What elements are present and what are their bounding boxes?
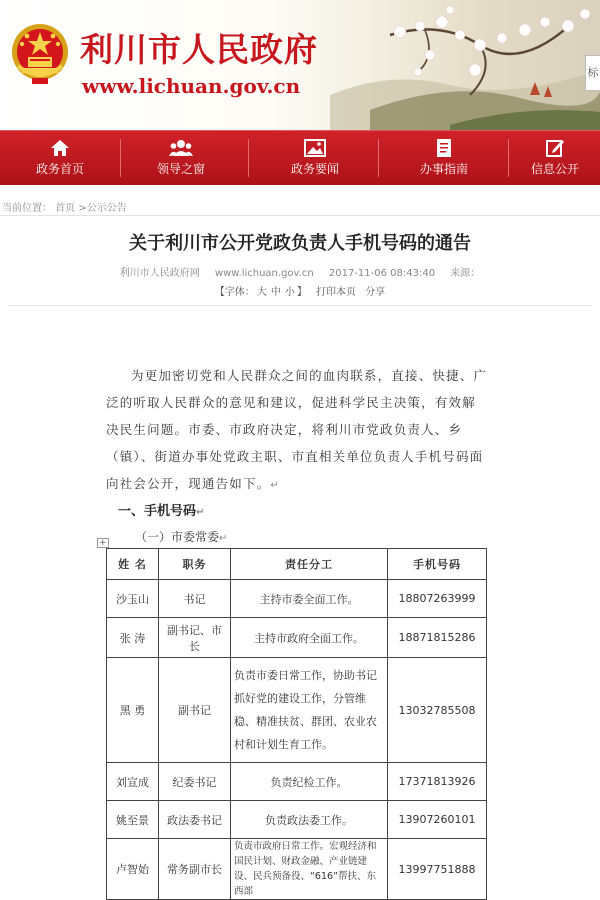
table-row <box>107 763 487 801</box>
duty-cell: 主持市政府全面工作。 <box>231 618 388 658</box>
table-row <box>107 580 487 618</box>
side-tab[interactable]: 标 <box>585 55 600 91</box>
page-title: 关于利川市公开党政负责人手机号码的通告 <box>129 233 471 254</box>
table-row <box>107 618 487 658</box>
table-row <box>107 801 487 839</box>
font-medium-button[interactable]: 中 <box>270 287 281 298</box>
phone-cell: 18807263999 <box>388 580 487 618</box>
nav-item-news[interactable] <box>255 131 375 185</box>
table-row <box>107 839 487 900</box>
breadcrumb <box>2 199 127 214</box>
font-size-label: 【字体： <box>214 287 255 298</box>
article-tools <box>0 283 600 298</box>
edit-icon <box>545 138 565 158</box>
nav-item-info[interactable] <box>510 131 600 185</box>
font-small-button[interactable]: 小 <box>284 287 295 298</box>
article-paragraph: 为更加密切党和人民群众之间的血肉联系，直接、快捷、广泛的听取人民群众的意见和建议，促进科学民主决策，有效解决民生问题。市委、市政府决定，将利川市党政负责人、乡（镇）、街道办事处党政主职、市直相关单位负责人手机号码面向社会公开，现通告如下。↵ <box>106 368 488 491</box>
nav-item-home[interactable] <box>0 131 120 185</box>
subsection-heading: （一）市委常委↵ <box>135 530 228 544</box>
article-date: 2017-11-06 08:43:40 <box>328 268 436 279</box>
duty-cell: 负责市政府日常工作。宏观经济和国民计划、财政金融、产业链建设、民兵预备役、“616”帮扶、东西部 <box>231 839 388 900</box>
divider <box>8 305 592 306</box>
phone-cell: 13032785508 <box>388 658 487 763</box>
return-mark: ↵ <box>219 533 228 544</box>
phone-cell: 18871815286 <box>388 618 487 658</box>
font-size-close: 】 <box>296 287 307 298</box>
table-header-row <box>107 549 487 580</box>
name-cell: 卢智始 <box>107 839 159 900</box>
duty-cell: 负责政法委工作。 <box>231 801 388 839</box>
column-header: 手机号码 <box>388 549 487 580</box>
main-nav <box>0 130 600 185</box>
return-mark: ↵ <box>270 480 280 491</box>
phone-cell: 17371813926 <box>388 763 487 801</box>
duty-cell: 负责纪检工作。 <box>231 763 388 801</box>
breadcrumb-home-link[interactable]: 首页 <box>55 203 76 214</box>
font-large-button[interactable]: 大 <box>256 287 267 298</box>
column-header: 责任分工 <box>231 549 388 580</box>
site-url: www.lichuan.gov.cn <box>82 74 301 98</box>
section-heading: 一、手机号码↵ <box>118 504 205 519</box>
image-icon <box>304 138 326 158</box>
name-cell: 张 涛 <box>107 618 159 658</box>
phone-cell: 13997751888 <box>388 839 487 900</box>
nav-item-label: 政务首页 <box>35 162 84 176</box>
table-row <box>107 658 487 763</box>
font-size-control <box>215 287 307 298</box>
people-icon <box>169 138 193 158</box>
nav-item-leaders[interactable] <box>121 131 241 185</box>
breadcrumb-current-link[interactable]: 公示公告 <box>86 203 127 214</box>
position-cell: 副书记 <box>159 658 231 763</box>
nav-item-label: 领导之窗 <box>156 162 205 176</box>
site-name: 利川市人民政府 <box>80 30 318 69</box>
nav-item-guide[interactable] <box>384 131 504 185</box>
article-meta <box>0 264 600 279</box>
table-anchor-icon: + <box>99 538 107 548</box>
name-cell: 刘宣成 <box>107 763 159 801</box>
position-cell: 常务副市长 <box>159 839 231 900</box>
site-header <box>0 0 600 130</box>
contact-table <box>106 548 487 900</box>
name-cell: 沙玉山 <box>107 580 159 618</box>
position-cell: 书记 <box>159 580 231 618</box>
position-cell: 副书记、市长 <box>159 618 231 658</box>
name-cell: 姚至景 <box>107 801 159 839</box>
breadcrumb-prefix: 当前位置： <box>2 203 52 214</box>
divider <box>0 215 600 216</box>
article-url: www.lichuan.gov.cn <box>214 268 314 279</box>
nav-item-label: 信息公开 <box>530 162 579 176</box>
home-icon <box>50 138 70 158</box>
scenery-banner <box>330 0 600 130</box>
return-mark: ↵ <box>196 507 205 518</box>
position-cell: 政法委书记 <box>159 801 231 839</box>
breadcrumb-separator: > <box>78 203 87 214</box>
article-origin-label: 来源： <box>450 268 481 279</box>
duty-cell: 主持市委全面工作。 <box>231 580 388 618</box>
national-emblem-icon <box>8 22 72 86</box>
document-icon <box>434 138 454 158</box>
duty-cell: 负责市委日常工作，协助书记抓好党的建设工作，分管维稳、精准扶贫、群团、农业农村和计划生育工作。 <box>231 658 388 763</box>
position-cell: 纪委书记 <box>159 763 231 801</box>
column-header: 职务 <box>159 549 231 580</box>
nav-item-label: 办事指南 <box>419 162 468 176</box>
share-button[interactable]: 分享 <box>365 287 386 298</box>
print-button[interactable]: 打印本页 <box>316 287 356 298</box>
nav-item-label: 政务要闻 <box>290 162 339 176</box>
column-header: 姓 名 <box>107 549 159 580</box>
phone-cell: 13907260101 <box>388 801 487 839</box>
article-source: 利川市人民政府网 <box>119 268 200 279</box>
name-cell: 黑 勇 <box>107 658 159 763</box>
